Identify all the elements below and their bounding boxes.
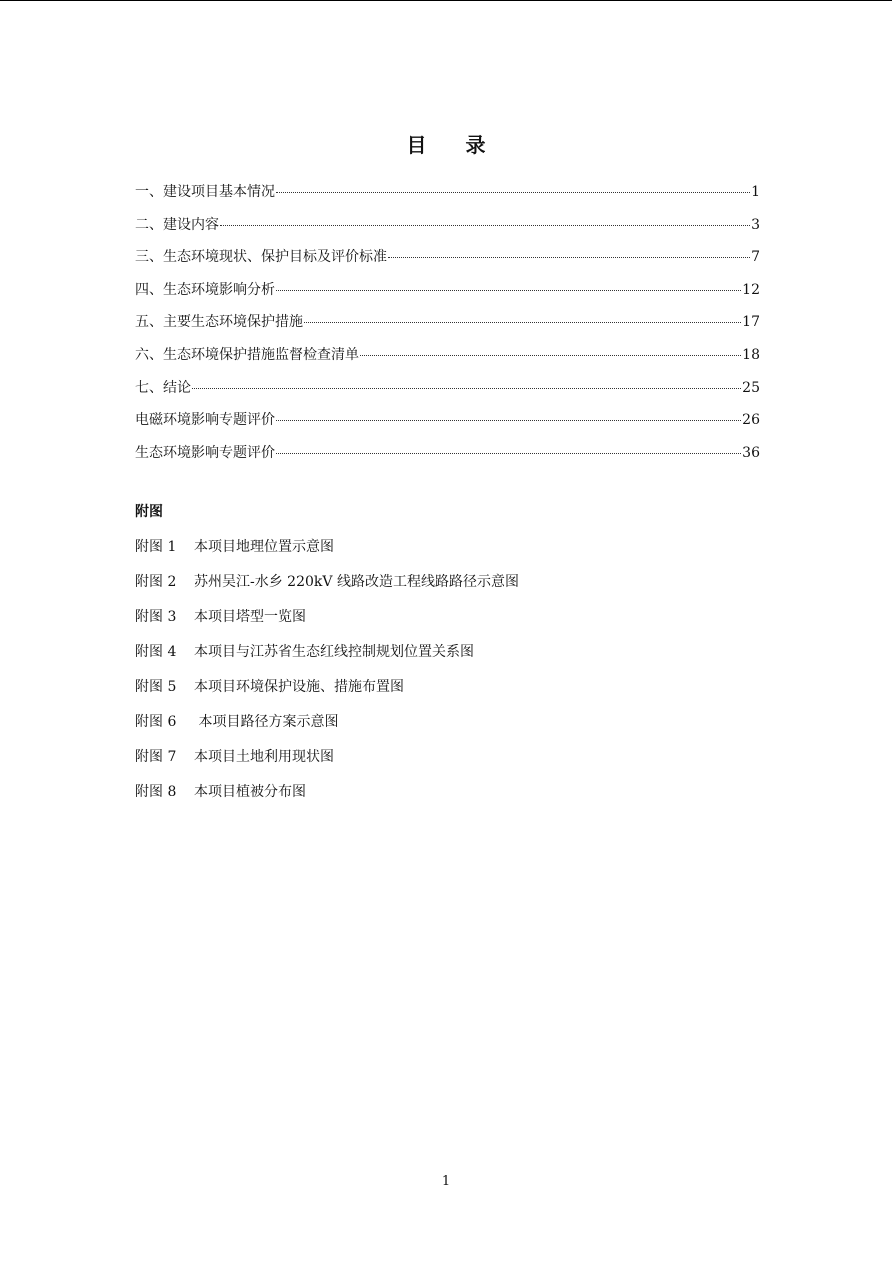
toc-entry[interactable] [135, 377, 760, 410]
appendix-item-number: 附图 8 [135, 784, 177, 800]
toc-entry-label: 生态环境影响专题评价 [135, 444, 275, 461]
appendix-item [135, 641, 760, 676]
toc-dot-leader [192, 388, 741, 389]
toc-dot-leader [388, 257, 750, 258]
appendix-item-title: 本项目植被分布图 [194, 784, 306, 800]
toc-entry-page: 17 [742, 314, 760, 331]
appendix-item [135, 571, 760, 606]
toc-dot-leader [276, 420, 741, 421]
appendix-item [135, 676, 760, 711]
toc-entry[interactable] [135, 409, 760, 442]
appendix-item-number: 附图 7 [135, 749, 177, 765]
appendix-item [135, 606, 760, 641]
toc-entry[interactable] [135, 311, 760, 344]
page-number: 1 [441, 1174, 451, 1189]
toc-entry-label: 三、生态环境现状、保护目标及评价标准 [135, 249, 387, 266]
toc-entry[interactable] [135, 214, 760, 247]
appendix-item [135, 711, 760, 746]
toc-entry-label: 六、生态环境保护措施监督检查清单 [135, 346, 359, 363]
page-top-border [0, 0, 892, 1]
toc-entry[interactable] [135, 344, 760, 377]
appendix-heading: 附图 [135, 504, 163, 520]
toc-entry-label: 电磁环境影响专题评价 [135, 412, 275, 429]
appendix-item [135, 746, 760, 781]
appendix-item-number: 附图 3 [135, 609, 177, 625]
toc-entry-page: 36 [742, 444, 760, 461]
appendix-item-title: 本项目地理位置示意图 [194, 539, 334, 555]
appendix-item-number: 附图 4 [135, 644, 177, 660]
appendix-item [135, 781, 760, 816]
toc-entry-page: 25 [742, 379, 760, 396]
appendix-item-number: 附图 2 [135, 574, 177, 590]
toc-dot-leader [220, 225, 750, 226]
appendix-item-number: 附图 1 [135, 539, 177, 555]
toc-entry-page: 3 [751, 216, 760, 233]
appendix-item-title: 本项目路径方案示意图 [194, 714, 339, 730]
toc-entry[interactable] [135, 181, 760, 214]
toc-dot-leader [276, 192, 750, 193]
toc-dot-leader [304, 322, 741, 323]
appendix-item-title: 本项目与江苏省生态红线控制规划位置关系图 [194, 644, 474, 660]
toc-entry-page: 1 [751, 184, 760, 200]
appendix-item-title: 本项目塔型一览图 [194, 609, 306, 625]
toc-entry-page: 12 [742, 281, 760, 298]
toc-entry[interactable] [135, 279, 760, 312]
toc-entry-label: 七、结论 [135, 379, 191, 396]
appendix-figure-list [135, 536, 760, 816]
toc-entry-page: 7 [751, 249, 760, 266]
toc-entry[interactable] [135, 442, 760, 475]
toc-dot-leader [276, 453, 741, 454]
toc-dot-leader [276, 290, 741, 291]
appendix-item-number: 附图 6 [135, 714, 177, 730]
table-of-contents [135, 181, 760, 474]
toc-entry-label: 四、生态环境影响分析 [135, 281, 275, 298]
appendix-item-number: 附图 5 [135, 679, 177, 695]
appendix-item-title: 苏州吴江-水乡 220kV 线路改造工程线路路径示意图 [194, 574, 519, 590]
toc-entry-label: 一、建设项目基本情况 [135, 184, 275, 200]
appendix-item-title: 本项目土地利用现状图 [194, 749, 334, 765]
toc-entry-label: 五、主要生态环境保护措施 [135, 314, 303, 331]
toc-entry-page: 26 [742, 412, 760, 429]
page-title: 目 录 [406, 133, 502, 157]
toc-entry[interactable] [135, 246, 760, 279]
toc-entry-page: 18 [742, 346, 760, 363]
toc-dot-leader [360, 355, 741, 356]
toc-entry-label: 二、建设内容 [135, 216, 219, 233]
appendix-item [135, 536, 760, 571]
appendix-item-title: 本项目环境保护设施、措施布置图 [194, 679, 404, 695]
